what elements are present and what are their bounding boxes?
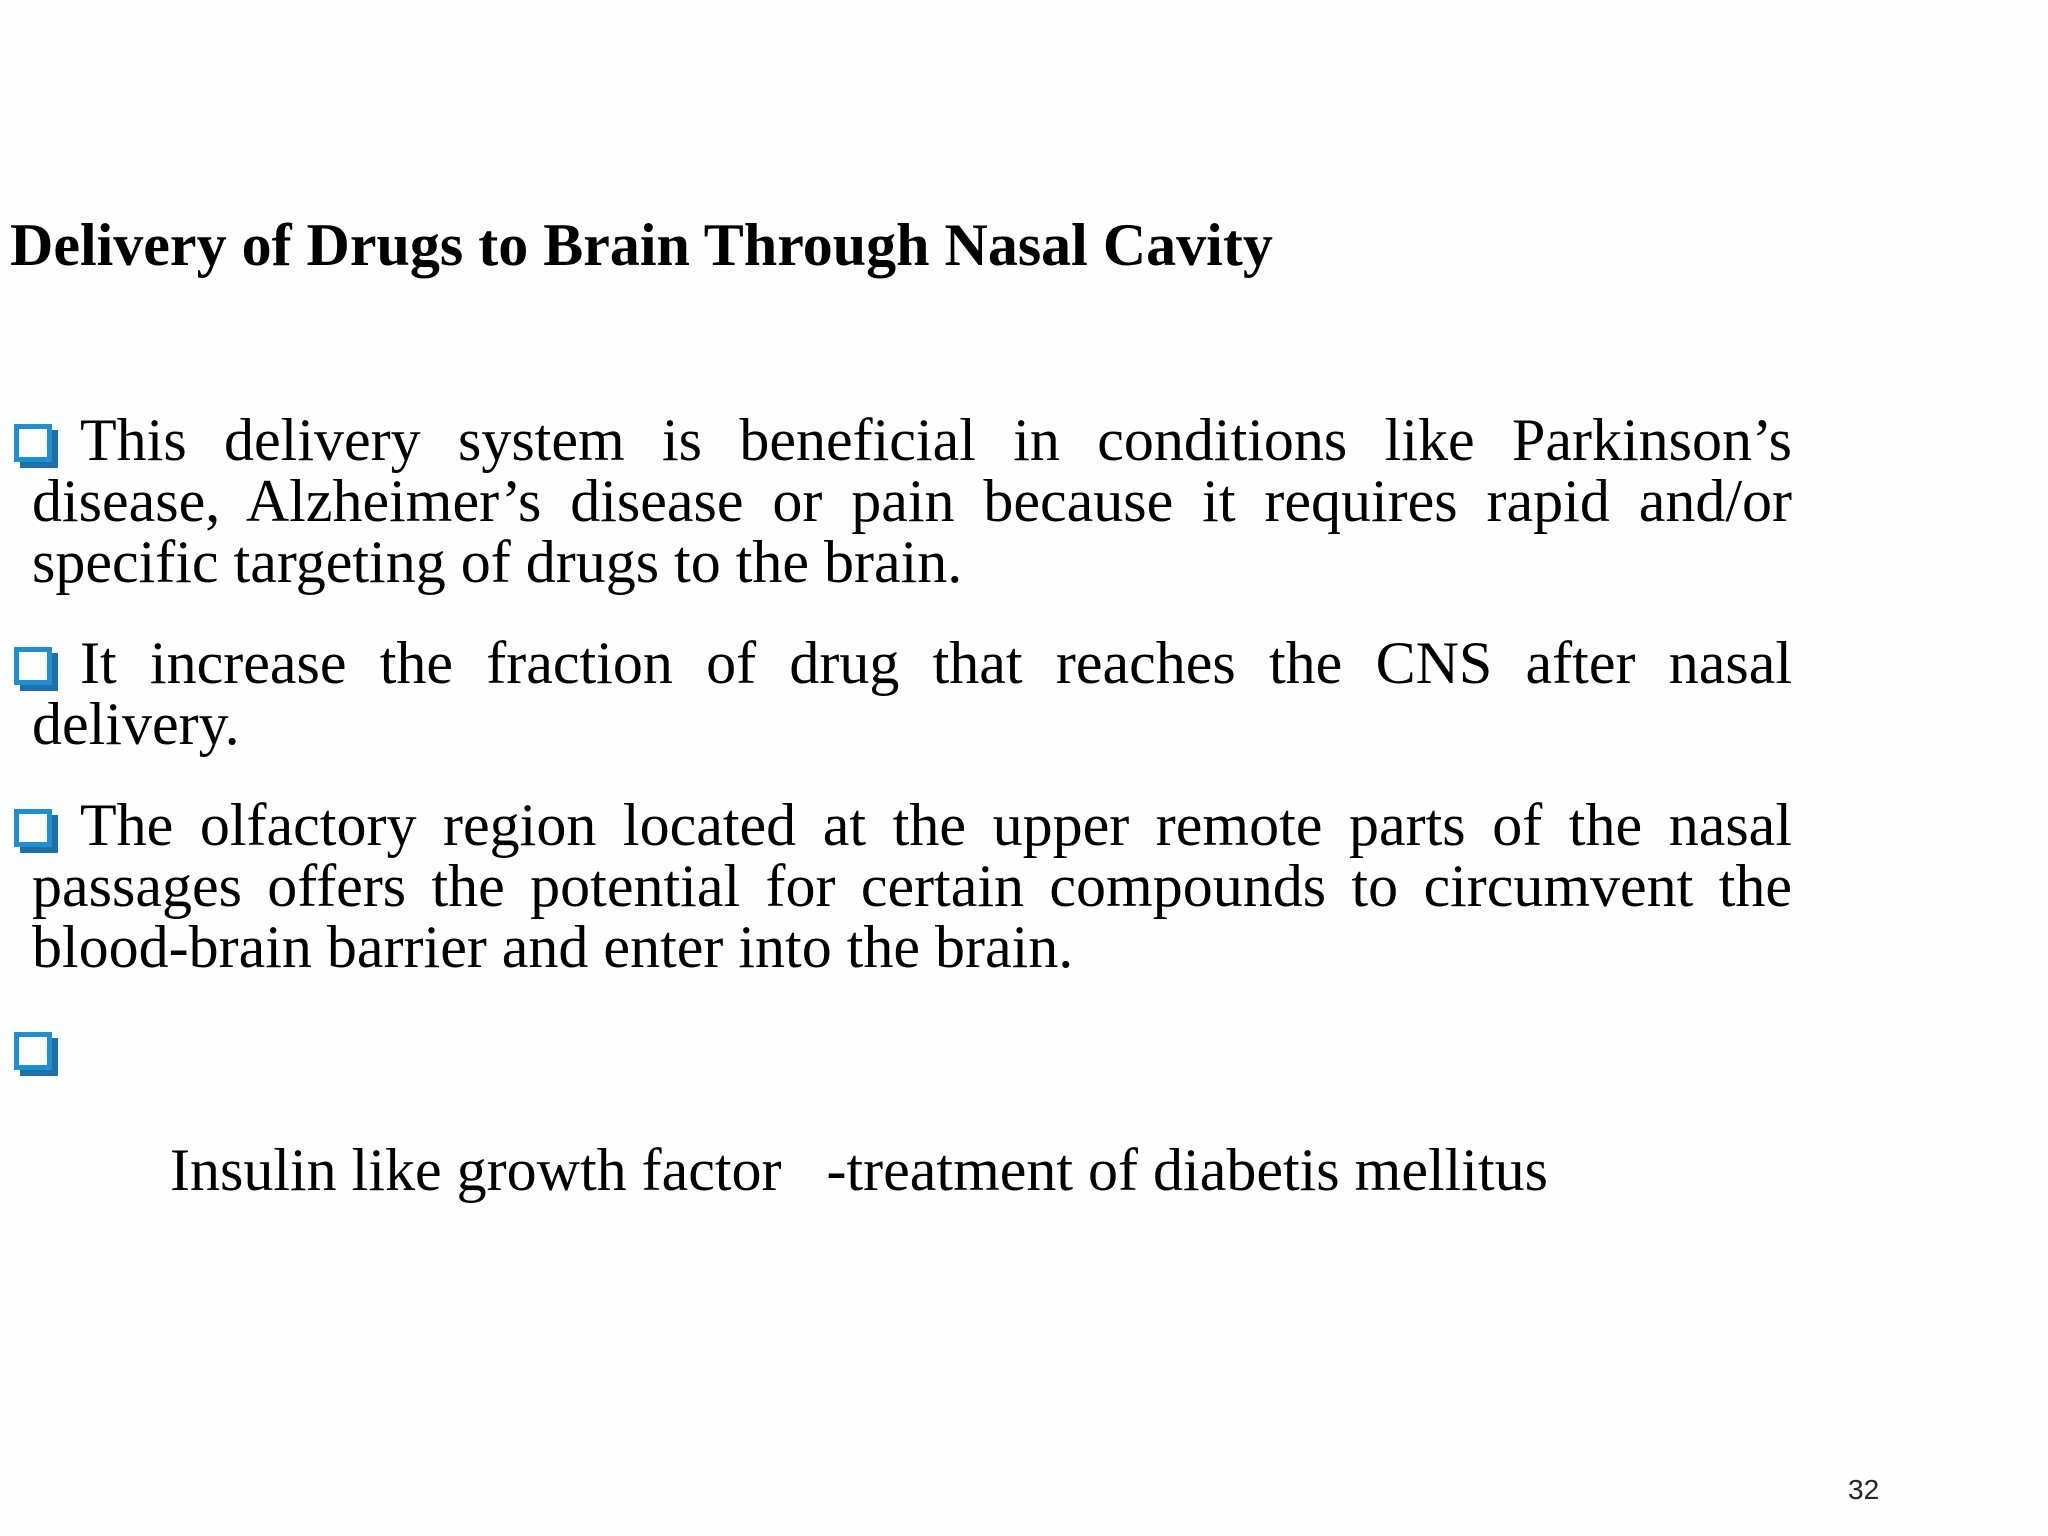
page-number: 32 [1848, 1474, 1880, 1505]
bullet-item [12, 407, 1792, 595]
bullet-text: Insulin like growth factor -treatment of diabetis mellitus [170, 1137, 1548, 1203]
hollow-square-bullet-icon [14, 424, 52, 462]
hollow-square-bullet-icon [14, 647, 52, 685]
bullet-text: The olfactory region located at the upper remote parts of the nasal passages offers the potential for certain compounds to circumvent the blood-brain barrier and enter into the brain. [32, 792, 1792, 980]
hollow-square-bullet-icon [14, 809, 52, 847]
hollow-square-bullet-icon [14, 1032, 52, 1070]
bullet-text: This delivery system is beneficial in conditions like Parkinson’s disease, Alzheimer’s disease or pain because it requires rapid and/or specific targeting of drugs to the brain. [32, 407, 1792, 595]
slide-title: Delivery of Drugs to Brain Through Nasal Cavity [10, 212, 1273, 278]
bullet-list [12, 407, 1792, 1302]
bullet-item [12, 630, 1792, 757]
bullet-item [12, 792, 1792, 980]
bullet-text: It increase the fraction of drug that reaches the CNS after nasal delivery. [32, 630, 1792, 757]
bullet-item [12, 1018, 1792, 1262]
